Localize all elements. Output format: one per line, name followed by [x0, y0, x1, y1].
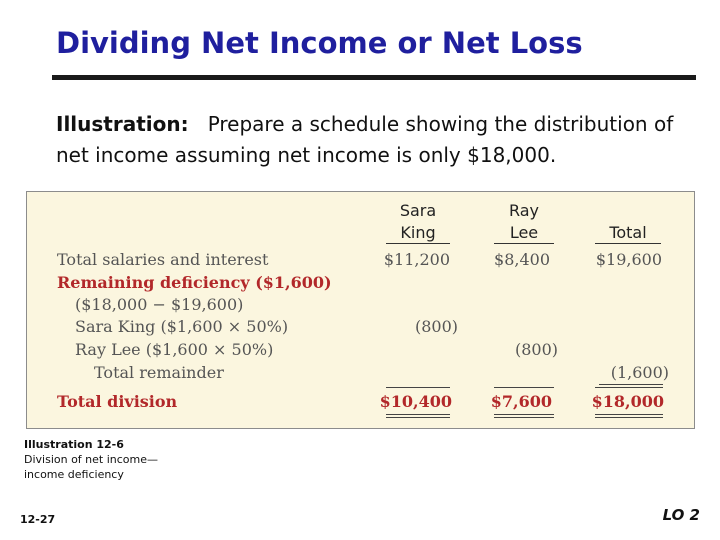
intro-body: Prepare a schedule showing the distribution of net income assuming net income is only $18,000.	[56, 112, 674, 167]
row-label-salaries: Total salaries and interest	[57, 250, 269, 269]
sara-double-underline-2	[386, 417, 450, 418]
header-sara-underline	[386, 243, 450, 244]
header-ray: Ray Lee	[508, 201, 540, 242]
slide-title: Dividing Net Income or Net Loss	[56, 26, 583, 60]
title-rule	[52, 75, 696, 80]
total-division: $18,000	[591, 392, 664, 411]
header-total: Total	[609, 223, 647, 242]
caption-title: Illustration 12-6	[24, 438, 124, 451]
total-salaries: $19,600	[595, 250, 662, 269]
intro-text	[56, 109, 706, 171]
total-double-underline-1	[595, 414, 663, 415]
ray-double-underline-2	[494, 417, 554, 418]
sara-total-division: $10,400	[379, 392, 452, 411]
division-schedule	[26, 191, 695, 429]
header-total-underline	[595, 243, 661, 244]
intro-label: Illustration:	[56, 112, 189, 136]
ray-double-underline-1	[494, 414, 554, 415]
sara-total-top-rule	[386, 387, 450, 388]
sara-share: (800)	[414, 317, 458, 336]
header-sara: Sara King	[399, 201, 437, 242]
ray-share: (800)	[514, 340, 558, 359]
total-double-underline-2	[595, 417, 663, 418]
row-label-total-remainder: Total remainder	[94, 363, 224, 382]
row-label-ray-share: Ray Lee ($1,600 × 50%)	[75, 340, 274, 359]
learning-objective: LO 2	[662, 506, 700, 524]
row-label-deficiency-calc: ($18,000 − $19,600)	[75, 295, 244, 314]
remainder-underline	[599, 384, 663, 385]
header-ray-underline	[494, 243, 554, 244]
total-remainder: (1,600)	[610, 363, 669, 382]
row-label-total-division: Total division	[57, 392, 178, 411]
sara-double-underline-1	[386, 414, 450, 415]
total-top-rule	[595, 387, 663, 388]
row-label-deficiency: Remaining deficiency ($1,600)	[57, 273, 332, 292]
sara-salaries: $11,200	[383, 250, 450, 269]
caption-text: Division of net income—income deficiency	[24, 453, 159, 481]
row-label-sara-share: Sara King ($1,600 × 50%)	[75, 317, 289, 336]
page-number: 12-27	[20, 513, 56, 526]
ray-salaries: $8,400	[494, 250, 550, 269]
ray-total-division: $7,600	[490, 392, 552, 411]
ray-total-top-rule	[494, 387, 554, 388]
illustration-caption	[24, 437, 194, 482]
